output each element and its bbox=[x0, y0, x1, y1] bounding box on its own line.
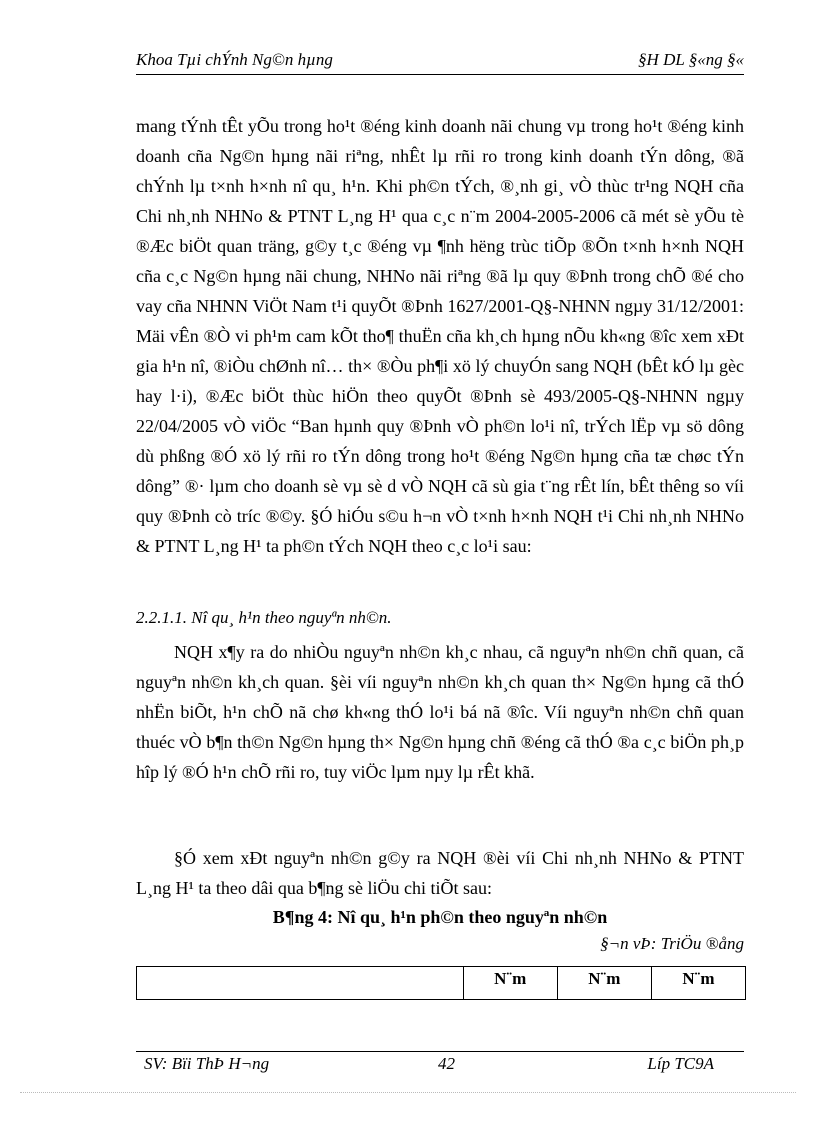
page-footer bbox=[136, 1054, 744, 1078]
data-table bbox=[136, 966, 746, 1000]
table-unit: §¬n vÞ: TriÖu ®ång bbox=[600, 934, 744, 953]
footer-student: SV: Bïi ThÞ H¬ng bbox=[144, 1054, 270, 1073]
body-paragraph-1: mang tÝnh tÊt yÕu trong ho¹t ®éng kinh doanh nãi chung vµ trong ho¹t ®éng kinh doanh cña Ng©n hµng nãi riªng, nhÊt lµ rñi ro trong kinh doanh tÝn dông, ®ã chÝnh lµ t×nh h×nh nî qu¸ h¹n. Khi ph©n tÝch, ®¸nh gi¸ vÒ thùc tr¹ng NQH cña Chi nh¸nh NHNo & PTNT L¸ng H¹ qua c¸c n¨m 2004-2005-2006 cã mét sè yÕu tè ®Æc biÖt quan träng, g©y t¸c ®éng vµ ¶nh hëng trùc tiÕp ®Õn t×nh h×nh NQH cña c¸c Ng©n hµng nãi chung, NHNo nãi riªng ®ã lµ quy ®Þnh trong chÕ ®é cho vay cña NHNN ViÖt Nam t¹i quyÕt ®Þnh 1627/2001-Q§-NHNN ngµy 31/12/2001: Mäi vÊn ®Ò vi ph¹m cam kÕt tho¶ thuËn cña kh¸ch hµng nÕu kh«ng ®îc xem xÐt gia h¹n nî, ®iÒu chØnh nî… th× ®Òu ph¶i xö lý chuyÓn sang NQH (bÊt kÓ lµ gèc hay l·i), ®Æc biÖt thùc hiÖn theo quyÕt ®Þnh sè 493/2005-Q§-NHNN ngµy 22/04/2005 vÒ viÖc “Ban hµnh quy ®Þnh vÒ ph©n lo¹i nî, trÝch lËp vµ sö dông dù phßng ®Ó xö lý rñi ro tÝn dông trong ho¹t ®éng Ng©n hµng cña tæ chøc tÝn dông” ®· lµm cho doanh sè vµ sè d vÒ NQH cã sù gia t¨ng rÊt lín, bÊt thêng so víi quy ®Þnh cò tríc ®©y. §Ó hiÓu s©u h¬n vÒ t×nh h×nh NQH t¹i Chi nh¸nh NHNo & PTNT L¸ng H¹ ta ph©n tÝch NQH theo c¸c lo¹i sau: bbox=[136, 116, 744, 556]
table-header-cell: N¨m bbox=[463, 967, 557, 1000]
footer-page-number: 42 bbox=[438, 1054, 455, 1073]
table-header-cell: N¨m bbox=[651, 967, 745, 1000]
section-heading: 2.2.1.1. Nî qu¸ h¹n theo nguyªn nh©n. bbox=[136, 608, 392, 627]
page-header bbox=[136, 50, 744, 74]
footer-rule bbox=[136, 1051, 744, 1052]
body-paragraph-2: NQH x¶y ra do nhiÒu nguyªn nh©n kh¸c nhau, cã nguyªn nh©n chñ quan, cã nguyªn nh©n kh¸ch quan. §èi víi nguyªn nh©n kh¸ch quan th× Ng©n hµng cã thÓ nhËn biÕt, h¹n chÕ nã chø kh«ng thÓ lo¹i bá nã ®îc. Víi nguyªn nh©n chñ quan thuéc vÒ b¶n th©n Ng©n hµng th× Ng©n hµng chñ ®éng cã thÓ ®a c¸c biÖn ph¸p hîp lý ®Ó h¹n chÕ rñi ro, tuy viÖc lµm nµy lµ rÊt khã. bbox=[136, 642, 744, 782]
table-caption: B¶ng 4: Nî qu¸ h¹n ph©n theo nguyªn nh©n bbox=[272, 907, 608, 927]
body-paragraph-3: §Ó xem xÐt nguyªn nh©n g©y ra NQH ®èi víi Chi nh¸nh NHNo & PTNT L¸ng H¹ ta theo dâi qua b¶ng sè liÖu chi tiÕt sau: bbox=[136, 848, 744, 898]
footer-class: Líp TC9A bbox=[647, 1054, 714, 1073]
header-rule bbox=[136, 74, 744, 75]
table-header-cell bbox=[137, 967, 464, 1000]
table-header-row bbox=[137, 967, 746, 1000]
page-edge bbox=[20, 1092, 796, 1093]
table-header-cell: N¨m bbox=[557, 967, 651, 1000]
header-university: §H DL §«ng §« bbox=[638, 50, 744, 69]
header-faculty: Khoa Tµi chÝnh Ng©n hµng bbox=[136, 50, 333, 69]
